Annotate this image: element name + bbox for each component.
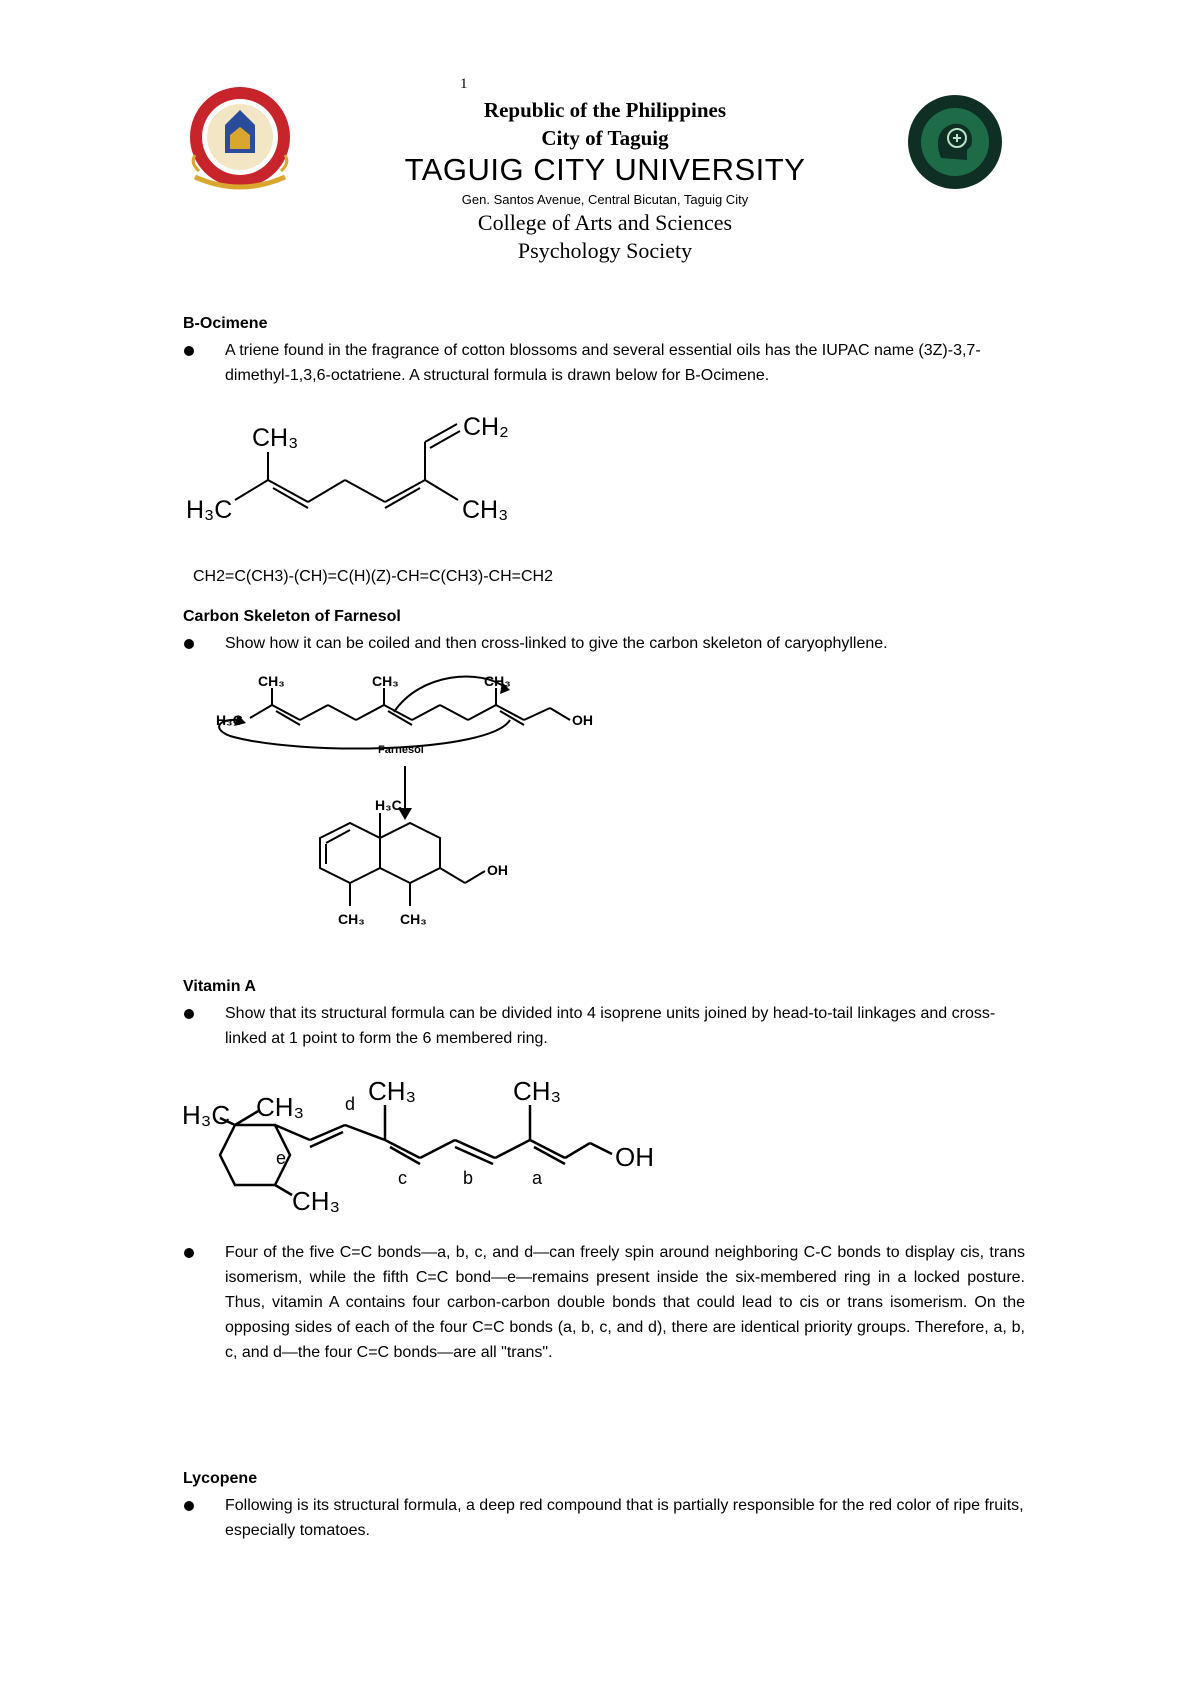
header-republic: Republic of the Philippines — [483, 98, 727, 122]
vitamin-a-title: Vitamin A — [183, 978, 256, 995]
farnesol-ch3-1: CH₃ — [258, 673, 285, 689]
ocimene-ch3-top: CH₃ — [252, 424, 299, 452]
vitamin-a-h3c: H₃C — [182, 1100, 231, 1130]
farnesol-ch3-3: CH₃ — [484, 673, 511, 689]
farnesol-text: Show how it can be coiled and then cross-linked to give the carbon skeleton of caryophyllene. — [225, 635, 888, 652]
vitamin-a-ch3-ring: CH₃ — [256, 1092, 305, 1122]
ocimene-text: A triene found in the fragrance of cotton blossoms and several essential oils has the IUPAC name (3Z)-3,7-dimethyl-1,3,6-octatriene. A structural formula is drawn below for B-Ocimene. — [225, 342, 981, 384]
bond-label-e: e — [276, 1148, 287, 1168]
university-seal-logo — [185, 85, 295, 200]
header-city: City of Taguig — [541, 126, 669, 150]
product-ch3-1: CH₃ — [338, 911, 365, 927]
bond-label-c: c — [398, 1168, 407, 1188]
page-number: 1 — [460, 76, 468, 92]
psychology-society-logo — [905, 92, 1005, 192]
vitamin-a-oh: OH — [615, 1142, 654, 1172]
vitamin-a-ch3-bottom: CH₃ — [292, 1186, 341, 1216]
vitamin-a-ch3-1: CH₃ — [368, 1076, 417, 1106]
header-university: TAGUIG CITY UNIVERSITY — [404, 152, 806, 187]
product-ch3-2: CH₃ — [400, 911, 427, 927]
farnesol-title: Carbon Skeleton of Farnesol — [183, 608, 401, 625]
header-society: Psychology Society — [517, 238, 693, 263]
bond-label-a: a — [532, 1168, 543, 1188]
bullet-icon — [184, 639, 194, 649]
header-address: Gen. Santos Avenue, Central Bicutan, Taguig City — [461, 192, 749, 207]
lycopene-title: Lycopene — [183, 1470, 258, 1487]
ocimene-title: B-Ocimene — [183, 315, 268, 332]
farnesol-structure-diagram — [210, 668, 630, 948]
lycopene-text: Following is its structural formula, a deep red compound that is partially responsible for the red color of ripe fruits, especially tomatoes. — [225, 1497, 1024, 1539]
ocimene-ch2: CH₂ — [463, 413, 509, 441]
bullet-icon — [184, 1501, 194, 1511]
vitamin-a-ch3-2: CH₃ — [513, 1076, 562, 1106]
bullet-icon — [184, 1248, 194, 1258]
farnesol-h3c: H₃C — [216, 712, 243, 728]
bullet-icon — [184, 346, 194, 356]
bullet-icon — [184, 1009, 194, 1019]
vitamin-a-text-2: Four of the five C=C bonds—a, b, c, and d—can freely spin around neighboring C-C bonds to display cis, trans isomerism, while the fifth C=C bond—e—remains present inside the six-membered ring in a locked posture. Thus, vitamin A contains four carbon-carbon double bonds that could lead to cis or trans isomerism. On the opposing sides of each of the four C=C bonds (a, b, c, and d), there are identical priority groups. Therefore, a, b, c, and d—the four C=C bonds—are all "trans". — [225, 1244, 1025, 1361]
farnesol-caption: Farnesol — [378, 744, 424, 756]
vitamin-a-structure-diagram — [180, 1070, 680, 1220]
product-oh: OH — [487, 862, 508, 878]
ocimene-ch3-right: CH₃ — [462, 496, 509, 524]
farnesol-oh: OH — [572, 712, 593, 728]
ocimene-structure-diagram — [180, 410, 560, 545]
product-h3c: H₃C — [375, 797, 402, 813]
ocimene-formula: CH2=C(CH3)-(CH)=C(H)(Z)-CH=C(CH3)-CH=CH2 — [193, 568, 553, 585]
ocimene-h3c: H₃C — [186, 496, 233, 524]
farnesol-ch3-2: CH₃ — [372, 673, 399, 689]
header-college: College of Arts and Sciences — [477, 210, 733, 235]
vitamin-a-text-1: Show that its structural formula can be divided into 4 isoprene units joined by head-to-tail linkages and cross-linked at 1 point to form the 6 membered ring. — [225, 1005, 996, 1047]
bond-label-d: d — [345, 1094, 356, 1114]
bond-label-b: b — [463, 1168, 474, 1188]
